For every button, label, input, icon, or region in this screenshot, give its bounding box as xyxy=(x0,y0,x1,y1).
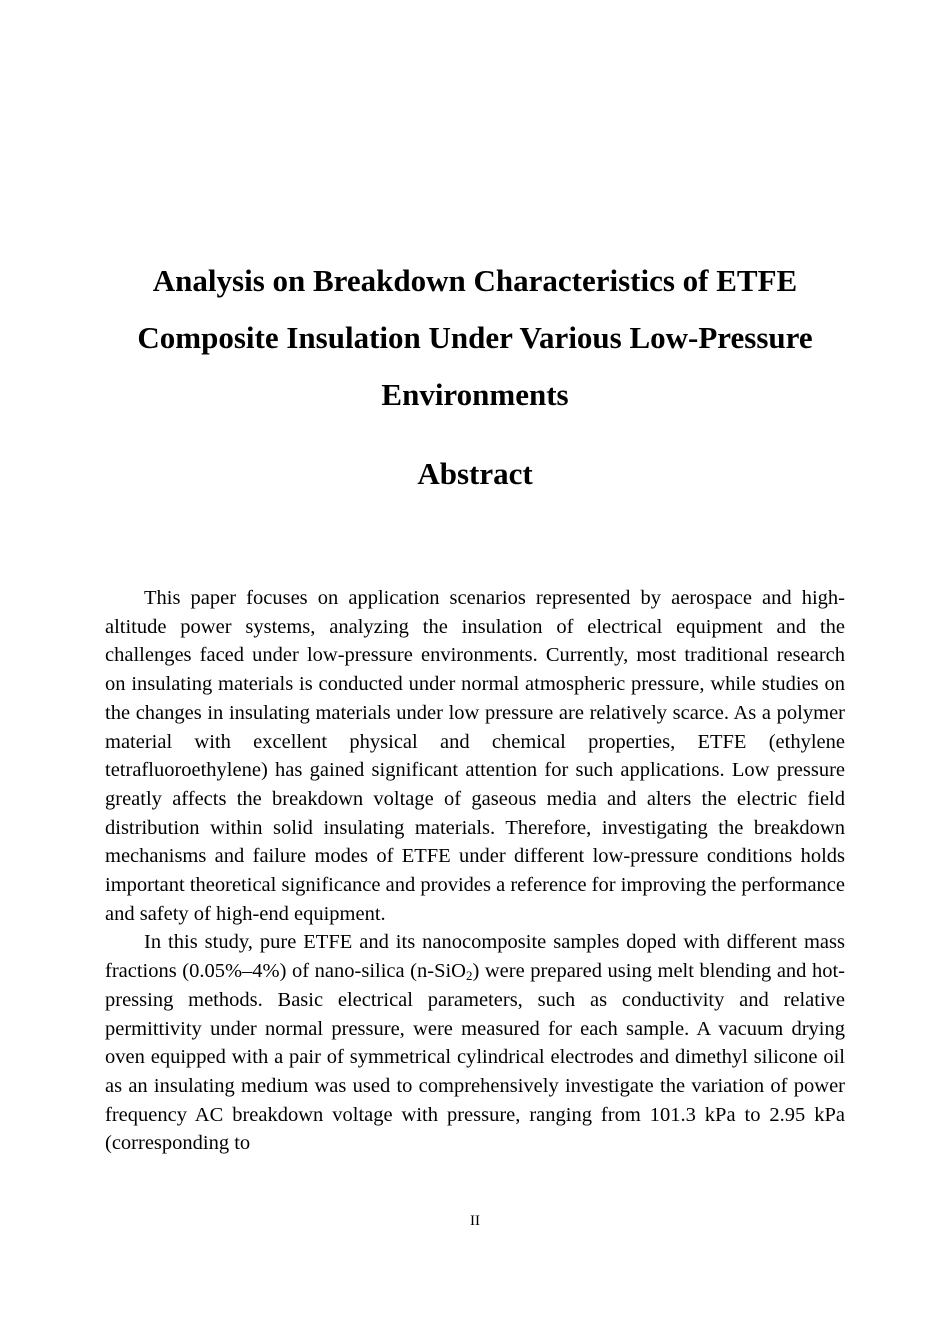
abstract-heading: Abstract xyxy=(417,456,533,491)
paper-title-line-3: Environments xyxy=(381,377,569,412)
paragraph-2-text-after-formula: ) were prepared using melt blending and hot-pressing methods. Basic electrical parameters, such as conductivity and relative permittivity under normal pressure, were measured for each sample. A vacuum drying oven equipped with a pair of symmetrical cylindrical electrodes and dimethyl silicone oil as an insulating medium was used to comprehensively investigate the variation of power frequency AC breakdown voltage with pressure, ranging from 101.3 kPa to 2.95 kPa (corresponding to xyxy=(105,960,845,1155)
abstract-body xyxy=(105,584,845,1158)
paper-title xyxy=(90,252,860,423)
paragraph-2-text-before-formula: In this study, pure ETFE and its nanocomposite samples doped with different mass fractions (0.05%–4%) of nano-silica (n-SiO xyxy=(105,931,845,983)
formula-subscript: 2 xyxy=(465,968,473,984)
abstract-paragraph-1: This paper focuses on application scenarios represented by aerospace and high-altitude power systems, analyzing the insulation of electrical equipment and the challenges faced under low-pressure environments. Currently, most traditional research on insulating materials is conducted under normal atmospheric pressure, while studies on the changes in insulating materials under low pressure are relatively scarce. As a polymer material with excellent physical and chemical properties, ETFE (ethylene tetrafluoroethylene) has gained significant attention for such applications. Low pressure greatly affects the breakdown voltage of gaseous media and alters the electric field distribution within solid insulating materials. Therefore, investigating the breakdown mechanisms and failure modes of ETFE under different low-pressure conditions holds important theoretical significance and provides a reference for improving the performance and safety of high-end equipment. xyxy=(105,587,845,925)
paper-title-line-1: Analysis on Breakdown Characteristics of ETFE xyxy=(152,263,798,298)
abstract-paragraph-2 xyxy=(105,928,845,1158)
page-number: II xyxy=(470,1213,480,1229)
paper-title-line-2: Composite Insulation Under Various Low-Pressure xyxy=(137,320,813,355)
